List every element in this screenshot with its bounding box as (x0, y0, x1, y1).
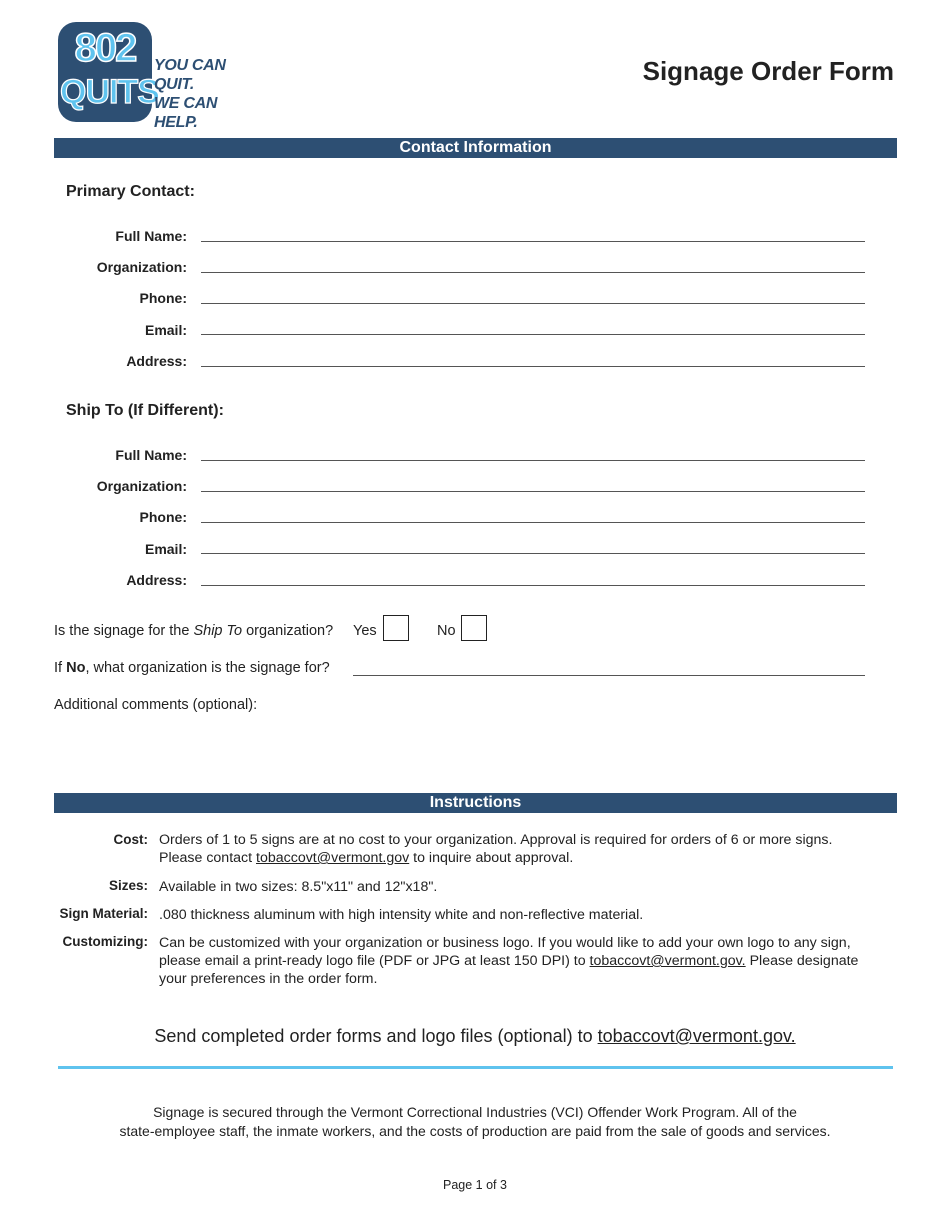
send-email-link[interactable]: tobaccovt@vermont.gov. (597, 1026, 796, 1046)
ship-full-name-label: Full Name: (115, 447, 187, 463)
primary-phone-label: Phone: (139, 290, 187, 306)
page-number: Page 1 of 3 (443, 1178, 507, 1192)
no-label: No (437, 623, 456, 639)
ship-full-name-field[interactable] (201, 460, 865, 461)
primary-full-name-field[interactable] (201, 241, 865, 242)
primary-email-field[interactable] (201, 334, 865, 335)
sizes-text: Available in two sizes: 8.5"x11" and 12"x18". (159, 879, 438, 895)
ship-phone-field[interactable] (201, 522, 865, 523)
send-instructions: Send completed order forms and logo files (optional) to tobaccovt@vermont.gov. (154, 1026, 796, 1046)
ship-address-label: Address: (126, 572, 187, 588)
material-label: Sign Material: (59, 906, 148, 921)
ship-phone-label: Phone: (139, 509, 187, 525)
logo-tagline-2: WE CAN HELP. (154, 95, 218, 131)
other-org-question: If No, what organization is the signage for? (54, 660, 330, 676)
primary-email-label: Email: (144, 322, 187, 338)
ship-organization-field[interactable] (201, 491, 865, 492)
yes-checkbox[interactable] (383, 615, 409, 641)
ship-to-emphasis: Ship To (193, 623, 243, 639)
logo-tagline (154, 56, 258, 132)
primary-contact-fields (0, 228, 950, 368)
divider (58, 1066, 893, 1069)
other-org-field[interactable] (353, 675, 865, 676)
ship-to-question: Is the signage for the Ship To organization? (54, 623, 334, 639)
customizing-text: Can be customized with your organization or business logo. If you would like to add your own logo to any sign, please email a print-ready logo file (PDF or JPG at least 150 DPI) to tobaccovt@vermont.gov. Please designate your preferences in the order form. (159, 935, 859, 987)
primary-phone-field[interactable] (201, 303, 865, 304)
logo-word: QUITS (60, 73, 159, 111)
material-text: .080 thickness aluminum with high intensity white and non-reflective material. (159, 907, 644, 923)
primary-address-field[interactable] (201, 366, 865, 367)
comments-area[interactable] (54, 720, 897, 784)
sizes-label: Sizes: (108, 878, 148, 893)
ship-to-fields (0, 447, 950, 587)
customizing-email-link[interactable]: tobaccovt@vermont.gov. (589, 953, 746, 969)
primary-contact-heading: Primary Contact: (66, 183, 195, 200)
primary-organization-field[interactable] (201, 272, 865, 273)
cost-label: Cost: (113, 832, 148, 847)
logo (58, 22, 258, 131)
ship-email-label: Email: (144, 541, 187, 557)
cost-text: Orders of 1 to 5 signs are at no cost to your organization. Approval is required for orders of 6 or more signs. Please contact tobaccovt@vermont.gov to inquire about approval. (159, 832, 833, 866)
ship-email-field[interactable] (201, 553, 865, 554)
ship-to-heading: Ship To (If Different): (66, 402, 224, 419)
primary-organization-label: Organization: (96, 259, 187, 275)
primary-full-name-label: Full Name: (115, 228, 187, 244)
footer-note: Signage is secured through the Vermont Correctional Industries (VCI) Offender Work Program. All of the state-employee staff, the inmate workers, and the costs of production are paid from the sale of goods and services. (119, 1104, 831, 1139)
page-title: Signage Order Form (642, 56, 894, 86)
yes-label: Yes (353, 623, 377, 639)
cost-email-link[interactable]: tobaccovt@vermont.gov (256, 850, 410, 866)
ship-organization-label: Organization: (96, 478, 187, 494)
ship-address-field[interactable] (201, 585, 865, 586)
contact-section-header: Contact Information (54, 138, 897, 158)
customizing-label: Customizing: (62, 934, 148, 949)
no-emphasis: No (66, 660, 86, 676)
instructions-section-header: Instructions (54, 793, 897, 813)
comments-label: Additional comments (optional): (54, 697, 258, 713)
no-checkbox[interactable] (461, 615, 487, 641)
primary-address-label: Address: (126, 353, 187, 369)
logo-tagline-1: YOU CAN QUIT. (154, 57, 226, 93)
logo-number: 802 (74, 26, 136, 70)
